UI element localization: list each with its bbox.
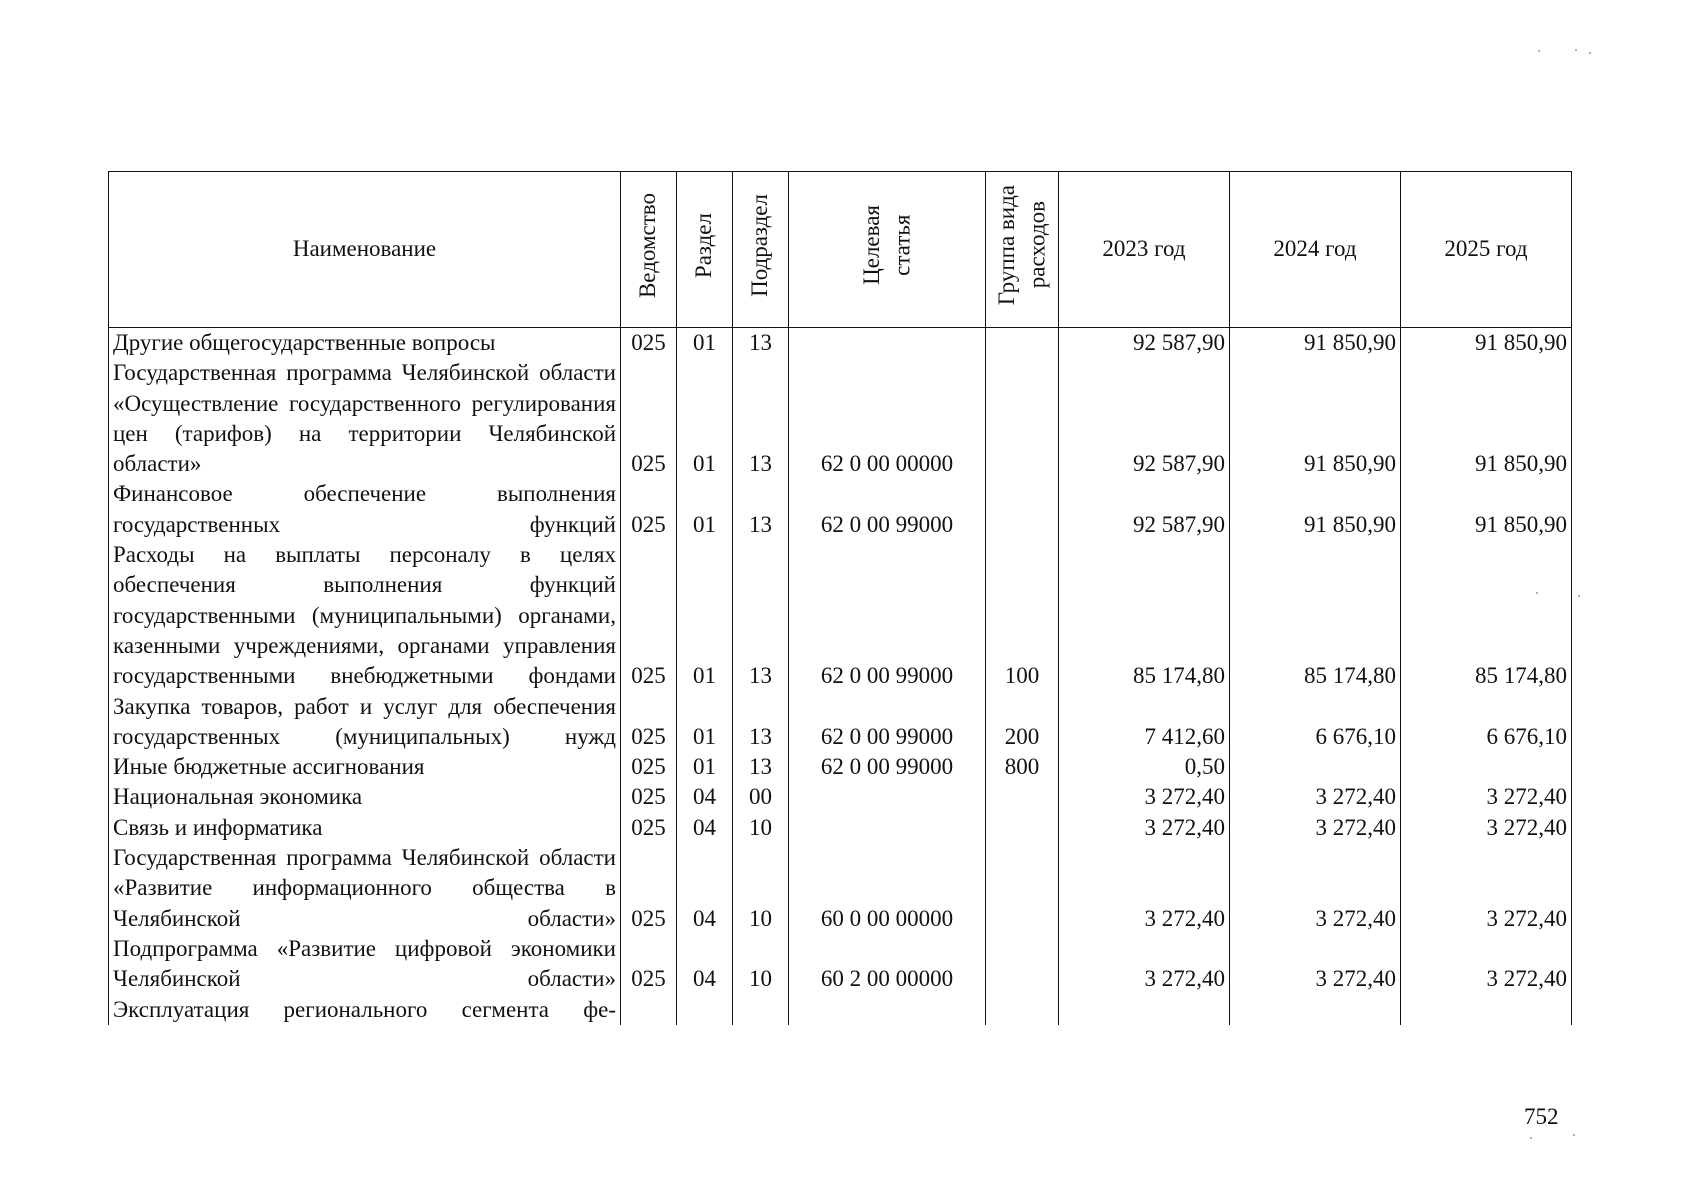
row-2024 xyxy=(1230,995,1401,1025)
row-2025: 85 174,80 xyxy=(1401,540,1572,691)
header-group: Группа вида расходов xyxy=(986,172,1059,328)
row-2023: 92 587,90 xyxy=(1059,328,1230,359)
budget-table xyxy=(108,171,1572,1025)
table-row xyxy=(109,479,1572,540)
row-group: 800 xyxy=(986,752,1059,782)
table-row xyxy=(109,843,1572,934)
row-target: 62 0 00 00000 xyxy=(789,358,986,479)
row-target xyxy=(789,782,986,812)
row-section: 04 xyxy=(677,843,733,934)
row-dept: 025 xyxy=(621,813,677,843)
table-row xyxy=(109,934,1572,995)
row-subsection: 13 xyxy=(733,752,789,782)
row-group xyxy=(986,358,1059,479)
row-2025: 3 272,40 xyxy=(1401,843,1572,934)
row-2023: 92 587,90 xyxy=(1059,358,1230,479)
row-group: 200 xyxy=(986,692,1059,753)
row-name: Иные бюджетные ассигнования xyxy=(109,752,621,782)
row-group: 100 xyxy=(986,540,1059,691)
row-target: 62 0 00 99000 xyxy=(789,692,986,753)
row-dept: 025 xyxy=(621,692,677,753)
row-2024: 85 174,80 xyxy=(1230,540,1401,691)
row-target: 62 0 00 99000 xyxy=(789,752,986,782)
table-row xyxy=(109,752,1572,782)
row-dept: 025 xyxy=(621,540,677,691)
row-group xyxy=(986,843,1059,934)
row-section xyxy=(677,995,733,1025)
row-2024: 3 272,40 xyxy=(1230,813,1401,843)
row-name: Эксплуатация регионального сегмента фе- xyxy=(109,995,621,1025)
header-dept: Ведомство xyxy=(621,172,677,328)
row-2023 xyxy=(1059,995,1230,1025)
table-row xyxy=(109,782,1572,812)
row-dept: 025 xyxy=(621,479,677,540)
row-target: 62 0 00 99000 xyxy=(789,479,986,540)
row-dept: 025 xyxy=(621,752,677,782)
table-header-row xyxy=(109,172,1572,328)
row-group xyxy=(986,479,1059,540)
row-name: Государственная программа Челябинской области «Осуществление государственного регулирования цен (тарифов) на территории Челябинской области» xyxy=(109,358,621,479)
row-subsection xyxy=(733,995,789,1025)
row-section: 01 xyxy=(677,358,733,479)
row-dept: 025 xyxy=(621,782,677,812)
row-2023: 3 272,40 xyxy=(1059,782,1230,812)
row-dept: 025 xyxy=(621,843,677,934)
row-2025: 3 272,40 xyxy=(1401,813,1572,843)
row-2025: 91 850,90 xyxy=(1401,328,1572,359)
row-2024 xyxy=(1230,752,1401,782)
row-name: Расходы на выплаты персоналу в целях обеспечения выполнения функций государственными (муниципальными) органами, казенными учреждениями, органами управления государственными внебюджетными фондами xyxy=(109,540,621,691)
row-dept: 025 xyxy=(621,358,677,479)
header-subsection: Подраздел xyxy=(733,172,789,328)
row-section: 04 xyxy=(677,813,733,843)
row-section: 01 xyxy=(677,752,733,782)
row-2023: 7 412,60 xyxy=(1059,692,1230,753)
row-name: Другие общегосударственные вопросы xyxy=(109,328,621,359)
row-2025: 3 272,40 xyxy=(1401,782,1572,812)
row-section: 01 xyxy=(677,479,733,540)
row-subsection: 13 xyxy=(733,358,789,479)
row-name: Закупка товаров, работ и услуг для обеспечения государственных (муниципальных) нужд xyxy=(109,692,621,753)
row-section: 04 xyxy=(677,782,733,812)
table-row xyxy=(109,328,1572,359)
scan-speck xyxy=(1575,49,1577,51)
row-section: 01 xyxy=(677,692,733,753)
row-2024: 91 850,90 xyxy=(1230,358,1401,479)
row-2023: 0,50 xyxy=(1059,752,1230,782)
row-2025: 6 676,10 xyxy=(1401,692,1572,753)
row-target: 62 0 00 99000 xyxy=(789,540,986,691)
table-row xyxy=(109,995,1572,1025)
row-dept xyxy=(621,995,677,1025)
header-2025: 2025 год xyxy=(1401,172,1572,328)
header-name: Наименование xyxy=(109,172,621,328)
row-target xyxy=(789,328,986,359)
table-row xyxy=(109,692,1572,753)
row-2025 xyxy=(1401,995,1572,1025)
row-2025: 3 272,40 xyxy=(1401,934,1572,995)
row-2024: 3 272,40 xyxy=(1230,782,1401,812)
row-section: 04 xyxy=(677,934,733,995)
row-group xyxy=(986,328,1059,359)
scan-speck xyxy=(1578,595,1580,597)
row-group xyxy=(986,813,1059,843)
row-2025 xyxy=(1401,752,1572,782)
row-subsection: 13 xyxy=(733,692,789,753)
table-row xyxy=(109,813,1572,843)
row-dept: 025 xyxy=(621,328,677,359)
row-name: Финансовое обеспечение выполнения государственных функций xyxy=(109,479,621,540)
row-subsection: 13 xyxy=(733,328,789,359)
row-2023: 3 272,40 xyxy=(1059,843,1230,934)
row-2024: 3 272,40 xyxy=(1230,843,1401,934)
row-2025: 91 850,90 xyxy=(1401,479,1572,540)
row-target xyxy=(789,813,986,843)
row-section: 01 xyxy=(677,328,733,359)
row-subsection: 13 xyxy=(733,540,789,691)
row-target: 60 0 00 00000 xyxy=(789,843,986,934)
scan-speck xyxy=(1538,50,1540,52)
row-subsection: 10 xyxy=(733,934,789,995)
row-name: Государственная программа Челябинской области «Развитие информационного общества в Челябинской области» xyxy=(109,843,621,934)
row-section: 01 xyxy=(677,540,733,691)
page-number: 752 xyxy=(1524,1104,1559,1129)
header-section: Раздел xyxy=(677,172,733,328)
row-group xyxy=(986,782,1059,812)
row-2023: 92 587,90 xyxy=(1059,479,1230,540)
header-2024: 2024 год xyxy=(1230,172,1401,328)
row-name: Связь и информатика xyxy=(109,813,621,843)
row-group xyxy=(986,934,1059,995)
row-subsection: 10 xyxy=(733,843,789,934)
row-2024: 3 272,40 xyxy=(1230,934,1401,995)
table-row xyxy=(109,358,1572,479)
row-subsection: 13 xyxy=(733,479,789,540)
scan-speck xyxy=(1530,1137,1532,1139)
header-2023: 2023 год xyxy=(1059,172,1230,328)
scan-speck xyxy=(1589,52,1591,54)
scan-speck xyxy=(1573,1134,1575,1136)
row-name: Национальная экономика xyxy=(109,782,621,812)
row-2023: 3 272,40 xyxy=(1059,813,1230,843)
row-2023: 85 174,80 xyxy=(1059,540,1230,691)
row-subsection: 10 xyxy=(733,813,789,843)
row-dept: 025 xyxy=(621,934,677,995)
row-name: Подпрограмма «Развитие цифровой экономики Челябинской области» xyxy=(109,934,621,995)
row-2024: 91 850,90 xyxy=(1230,328,1401,359)
row-group xyxy=(986,995,1059,1025)
row-target: 60 2 00 00000 xyxy=(789,934,986,995)
scan-speck xyxy=(1536,592,1538,594)
row-subsection: 00 xyxy=(733,782,789,812)
row-2024: 6 676,10 xyxy=(1230,692,1401,753)
row-2024: 91 850,90 xyxy=(1230,479,1401,540)
table-row xyxy=(109,540,1572,691)
row-2023: 3 272,40 xyxy=(1059,934,1230,995)
row-target xyxy=(789,995,986,1025)
header-target: Целевая статья xyxy=(789,172,986,328)
row-2025: 91 850,90 xyxy=(1401,358,1572,479)
